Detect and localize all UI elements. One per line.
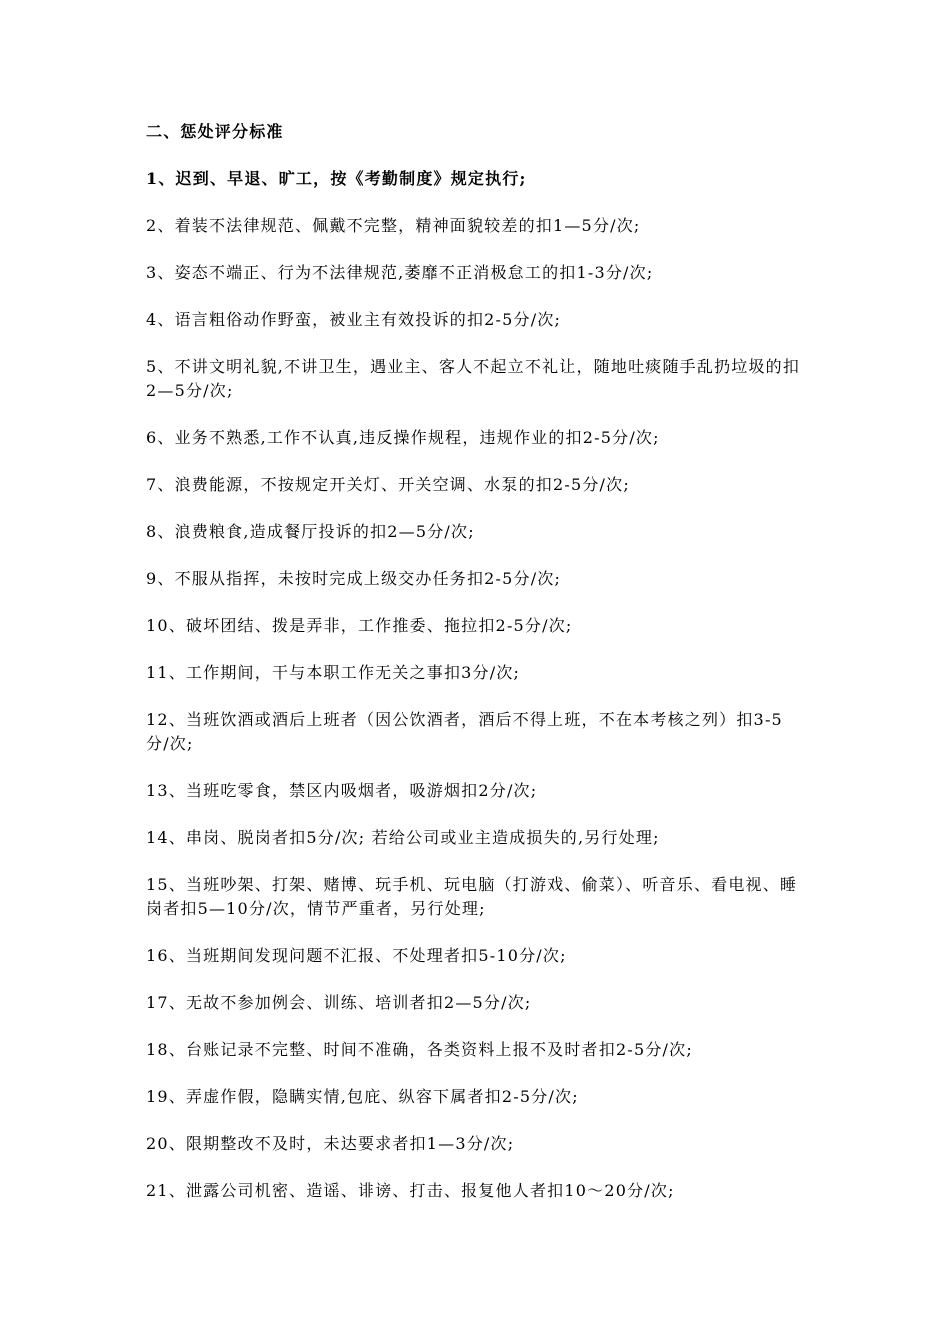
section-heading: 二、惩处评分标准 xyxy=(146,122,284,141)
document-body xyxy=(146,120,806,1226)
rule-item: 11、工作期间，干与本职工作无关之事扣3分/次; xyxy=(146,663,521,682)
rule-item: 18、台账记录不完整、时间不准确，各类资料上报不及时者扣2-5分/次; xyxy=(146,1040,693,1059)
rule-item: 16、当班期间发现问题不汇报、不处理者扣5-10分/次; xyxy=(146,946,567,965)
rule-item: 20、限期整改不及时，未达要求者扣1—3分/次; xyxy=(146,1134,515,1153)
rule-item: 2、着装不法律规范、佩戴不完整，精神面貌较差的扣1—5分/次; xyxy=(146,216,641,235)
rule-item: 14、串岗、脱岗者扣5分/次; 若给公司或业主造成损失的,另行处理; xyxy=(146,828,660,847)
rule-item: 8、浪费粮食,造成餐厅投诉的扣2—5分/次; xyxy=(146,522,475,541)
rule-item: 4、语言粗俗动作野蛮，被业主有效投诉的扣2-5分/次; xyxy=(146,310,562,329)
rule-item: 10、破坏团结、拨是弄非，工作推委、拖拉扣2-5分/次; xyxy=(146,616,573,635)
rule-item: 6、业务不熟悉,工作不认真,违反操作规程，违规作业的扣2-5分/次; xyxy=(146,428,660,447)
rule-item: 13、当班吃零食，禁区内吸烟者，吸游烟扣2分/次; xyxy=(146,781,538,800)
rule-item: 3、姿态不端正、行为不法律规范,萎靡不正消极怠工的扣1-3分/次; xyxy=(146,263,654,282)
rule-item: 1、迟到、早退、旷工，按《考勤制度》规定执行; xyxy=(146,169,527,188)
rule-item: 9、不服从指挥，未按时完成上级交办任务扣2-5分/次; xyxy=(146,569,562,588)
rule-item: 19、弄虚作假，隐瞒实情,包庇、纵容下属者扣2-5分/次; xyxy=(146,1087,579,1106)
rule-item: 12、当班饮酒或酒后上班者（因公饮酒者，酒后不得上班，不在本考核之列）扣3-5分/次; xyxy=(146,710,783,753)
rule-item: 17、无故不参加例会、训练、培训者扣2—5分/次; xyxy=(146,993,532,1012)
rule-item: 21、泄露公司机密、造谣、诽谤、打击、报复他人者扣10～20分/次; xyxy=(146,1181,675,1200)
rule-item: 5、不讲文明礼貌,不讲卫生，遇业主、客人不起立不礼让，随地吐痰随手乱扔垃圾的扣2—5分/次; xyxy=(146,357,801,400)
rule-item: 7、浪费能源，不按规定开关灯、开关空调、水泵的扣2-5分/次; xyxy=(146,475,630,494)
rule-item: 15、当班吵架、打架、赌博、玩手机、玩电脑（打游戏、偷菜）、听音乐、看电视、睡岗者扣5—10分/次，情节严重者，另行处理; xyxy=(146,875,798,918)
